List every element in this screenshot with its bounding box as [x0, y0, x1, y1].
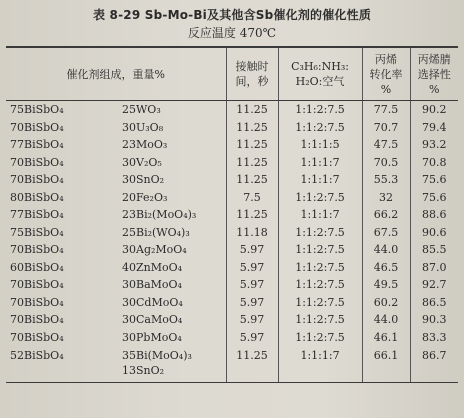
cell-conversion: 49.5 [362, 276, 410, 294]
cell-base: 70BiSbO₄ [10, 278, 64, 291]
header-catalyst: 催化剂组成，重量% [6, 47, 226, 101]
table-row [6, 206, 458, 224]
cell-ratio: 1:1:1:5 [278, 136, 362, 154]
header-selectivity-line1: 丙烯腈 [417, 52, 451, 66]
cell-selectivity: 83.3 [410, 329, 458, 347]
catalyst-table [6, 46, 458, 383]
table-row [6, 224, 458, 242]
cell-ratio: 1:1:2:7.5 [278, 259, 362, 277]
cell-selectivity: 90.6 [410, 224, 458, 242]
table-row [6, 259, 458, 277]
cell-conversion: 66.2 [362, 206, 410, 224]
cell-ratio: 1:1:1:7 [278, 206, 362, 224]
cell-base: 52BiSbO₄ [6, 346, 122, 383]
cell-base: 77BiSbO₄ [10, 138, 64, 151]
cell-ratio: 1:1:2:7.5 [278, 224, 362, 242]
cell-additive: 20Fe₂O₃ [122, 190, 168, 204]
cell-selectivity: 87.0 [410, 259, 458, 277]
header-feed-ratio-line2: H₂O:空气 [295, 75, 345, 88]
cell-base: 70BiSbO₄ [10, 155, 64, 169]
cell-time: 11.25 [226, 136, 278, 154]
cell-ratio: 1:1:2:7.5 [278, 241, 362, 259]
cell-ratio: 1:1:2:7.5 [278, 119, 362, 137]
cell-ratio: 1:1:2:7.5 [278, 311, 362, 329]
cell-selectivity: 85.5 [410, 241, 458, 259]
table-row [6, 101, 458, 119]
table-row [6, 154, 458, 172]
header-contact-time-line2: 间，秒 [235, 75, 269, 88]
table-row [6, 171, 458, 189]
cell-base: 70BiSbO₄ [10, 120, 64, 134]
cell-base: 75BiSbO₄ [10, 103, 64, 116]
cell-additive: 25Bi₂(WO₄)₃ [122, 225, 190, 239]
cell-selectivity: 75.6 [410, 189, 458, 207]
cell-conversion: 55.3 [362, 171, 410, 189]
table-row [6, 136, 458, 154]
cell-time: 5.97 [226, 259, 278, 277]
cell-ratio: 1:1:2:7.5 [278, 101, 362, 119]
table-row [6, 329, 458, 347]
table-row [6, 241, 458, 259]
cell-base: 80BiSbO₄ [10, 190, 64, 204]
cell-conversion: 44.0 [362, 311, 410, 329]
cell-selectivity: 79.4 [410, 119, 458, 137]
header-conversion [362, 47, 410, 101]
cell-additive: 23Bi₂(MoO₄)₃ [122, 208, 197, 221]
cell-conversion: 77.5 [362, 101, 410, 119]
cell-additive: 30BaMoO₄ [122, 278, 182, 291]
cell-ratio: 1:1:1:7 [278, 171, 362, 189]
cell-additive [122, 346, 226, 383]
cell-additive-line1: 35Bi(MoO₄)₃ [122, 349, 192, 362]
table-row [6, 119, 458, 137]
cell-ratio: 1:1:2:7.5 [278, 294, 362, 312]
cell-additive: 30U₃O₈ [122, 120, 164, 134]
header-conversion-line1: 丙烯 [375, 52, 398, 66]
cell-selectivity: 90.2 [410, 101, 458, 119]
cell-base: 75BiSbO₄ [10, 225, 64, 239]
header-contact-time [226, 47, 278, 101]
cell-conversion: 32 [362, 189, 410, 207]
cell-selectivity: 86.5 [410, 294, 458, 312]
header-feed-ratio-line1: C₃H₆:NH₃: [291, 60, 349, 73]
cell-additive: 40ZnMoO₄ [122, 260, 183, 274]
cell-selectivity: 93.2 [410, 136, 458, 154]
cell-time: 11.18 [226, 224, 278, 242]
cell-additive: 23MoO₃ [122, 138, 168, 151]
cell-conversion: 67.5 [362, 224, 410, 242]
header-selectivity-line2: 选择性 [417, 67, 451, 81]
cell-selectivity: 90.3 [410, 311, 458, 329]
header-selectivity [410, 47, 458, 101]
cell-conversion: 44.0 [362, 241, 410, 259]
header-conversion-line3: % [380, 82, 392, 96]
cell-conversion: 70.5 [362, 154, 410, 172]
header-selectivity-line3: % [429, 82, 440, 96]
cell-additive: 30Ag₂MoO₄ [122, 243, 187, 256]
header-conversion-line2: 转化率 [369, 67, 403, 81]
cell-selectivity: 86.7 [410, 346, 458, 383]
cell-ratio: 1:1:2:7.5 [278, 276, 362, 294]
cell-base: 70BiSbO₄ [10, 243, 64, 256]
cell-time: 5.97 [226, 294, 278, 312]
cell-selectivity: 75.6 [410, 171, 458, 189]
cell-conversion: 60.2 [362, 294, 410, 312]
cell-additive-line2: 13SnO₂ [122, 364, 165, 377]
cell-selectivity: 88.6 [410, 206, 458, 224]
cell-conversion: 47.5 [362, 136, 410, 154]
cell-time: 5.97 [226, 329, 278, 347]
table-row [6, 311, 458, 329]
cell-ratio: 1:1:2:7.5 [278, 189, 362, 207]
table-row [6, 346, 458, 383]
cell-additive: 30CaMoO₄ [122, 313, 183, 326]
cell-base: 60BiSbO₄ [10, 260, 64, 274]
header-contact-time-line1: 接触时 [235, 60, 269, 73]
table-row [6, 276, 458, 294]
table-row [6, 189, 458, 207]
cell-conversion: 70.7 [362, 119, 410, 137]
cell-time: 11.25 [226, 154, 278, 172]
cell-time: 11.25 [226, 101, 278, 119]
header-feed-ratio [278, 47, 362, 101]
cell-base: 70BiSbO₄ [10, 295, 64, 309]
cell-conversion: 66.1 [362, 346, 410, 383]
cell-time: 11.25 [226, 346, 278, 383]
cell-ratio: 1:1:1:7 [278, 346, 362, 383]
cell-base: 70BiSbO₄ [10, 313, 64, 326]
cell-base: 77BiSbO₄ [10, 208, 64, 221]
cell-time: 11.25 [226, 206, 278, 224]
table-subtitle: 反应温度 470℃ [187, 26, 277, 40]
cell-ratio: 1:1:1:7 [278, 154, 362, 172]
cell-time: 11.25 [226, 171, 278, 189]
cell-time: 5.97 [226, 311, 278, 329]
cell-conversion: 46.5 [362, 259, 410, 277]
cell-base: 70BiSbO₄ [10, 330, 64, 344]
cell-time: 5.97 [226, 276, 278, 294]
cell-base: 70BiSbO₄ [10, 173, 64, 186]
cell-additive: 25WO₃ [122, 103, 161, 116]
cell-conversion: 46.1 [362, 329, 410, 347]
cell-ratio: 1:1:2:7.5 [278, 329, 362, 347]
cell-selectivity: 70.8 [410, 154, 458, 172]
cell-time: 5.97 [226, 241, 278, 259]
cell-additive: 30V₂O₅ [122, 155, 162, 169]
cell-additive: 30SnO₂ [122, 173, 165, 186]
cell-additive: 30PbMoO₄ [122, 330, 182, 344]
cell-additive: 30CdMoO₄ [122, 295, 183, 309]
table-row [6, 294, 458, 312]
table-title: 表 8-29 Sb-Mo-Bi及其他含Sb催化剂的催化性质 [92, 8, 372, 22]
cell-time: 7.5 [226, 189, 278, 207]
header-row [6, 47, 458, 101]
cell-time: 11.25 [226, 119, 278, 137]
cell-selectivity: 92.7 [410, 276, 458, 294]
